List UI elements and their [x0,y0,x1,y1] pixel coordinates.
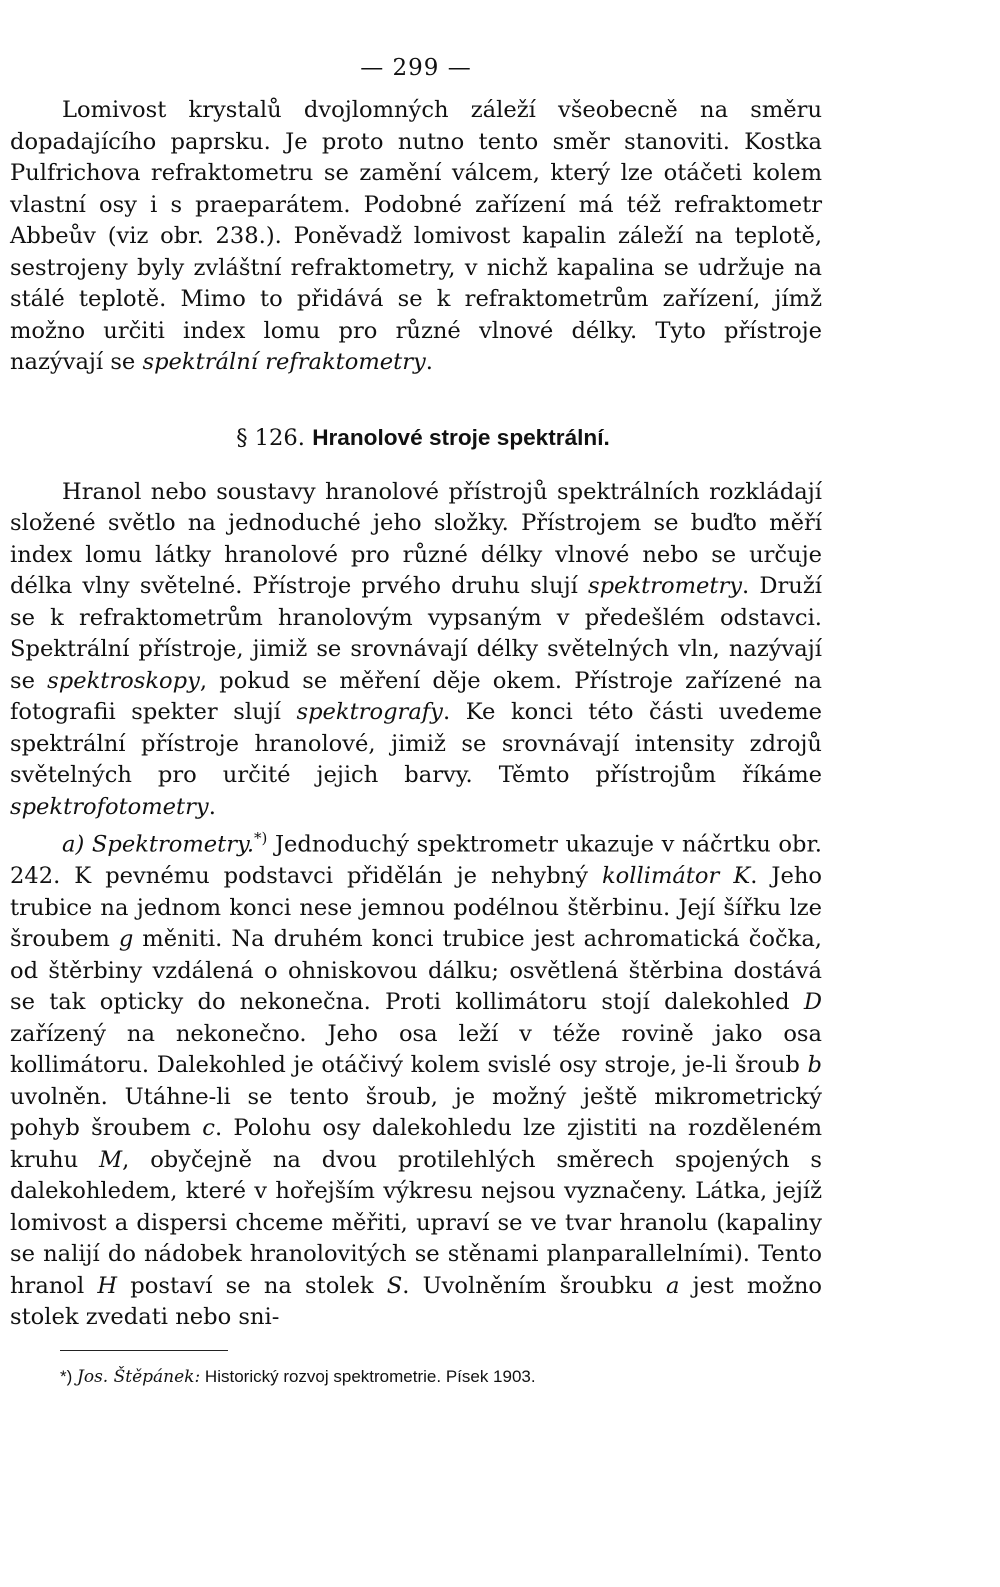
term-spektrografy: spektrografy [296,699,443,725]
symbol-h: H [97,1272,118,1299]
footnote [60,1367,822,1387]
term-spektroskopy: spektroskopy [47,667,200,694]
symbol-g: g [118,926,134,953]
footnote-divider [60,1350,228,1351]
symbol-m: M [99,1146,123,1173]
symbol-b: b [807,1052,822,1079]
footnote-text: Historický rozvoj spektrometrie. Písek 1903. [200,1366,536,1386]
symbol-d: D [803,989,822,1016]
subsection-label: a) Spektrometry. [62,831,254,858]
section-heading [10,425,822,451]
paragraph-hranolove-pristroje: Hranol nebo soustavy hranolové přístrojů spektrálních rozkládají složené světlo na jednoduché jeho složky. Přístrojem se buďto měří index lomu látky hranolové pro různé délky vlnové nebo se určuje délka vlny světelné. Přístroje prvého druhu slují spektrometry. Druží se k refraktometrům hranolovým vypsaným v předešlém odstavci. Spektrální přístroje, jimiž se srovnávají délky světelných vln, nazývají se spektroskopy, pokud se měření děje okem. Přístroje zařízené na fotografii spekter slují spektrografy. Ke konci této části uvedeme spektrální přístroje hranolové, jimiž se srovnávají intensity zdrojů světelných pro určité jejich barvy. Těmto přístrojům říkáme spektrofotometry. [10,478,822,820]
footnote-author: Jos. Štěpánek: [77,1366,201,1387]
paragraph-refraktometry: Lomivost krystalů dvojlomných záleží všeobecně na směru dopadajícího paprsku. Je proto nutno tento směr stanoviti. Kostka Pulfrichova refraktometru se zamění válcem, který lze otáčeti kolem vlastní osy i s praeparátem. Podobné zařízení má též refraktometr Abbeův (viz obr. 238.). Poněvadž lomivost kapalin záleží na teplotě, sestrojeny byly zvláštní refraktometry, v nichž kapalina se udržuje na stálé teplotě. Mimo to přidává se k refraktometrům zařízení, jímž možno určiti index lomu pro různé vlnové délky. Tyto přístroje nazývají se spektrální refraktometry. [10,97,822,375]
footnote-mark: *) [60,1366,73,1386]
term-spektralni-refraktometry: spektrální refraktometry [142,349,426,375]
section-title: Hranolové stroje spektrální. [312,424,610,450]
symbol-s: S [386,1272,403,1299]
term-spektrofotometry: spektrofotometry [10,793,209,820]
paragraph-spektrometry: a) Spektrometry.*) Jednoduchý spektrometr ukazuje v náčrtku obr. 242. K pevnému podstavci přidělán je nehybný kollimátor K. Jeho trubice na jednom konci nese jemnou podélnou štěrbinu. Její šířku lze šroubem g měniti. Na druhém konci trubice jest achromatická čočka, od štěrbiny vzdálená o ohniskovou dálku; osvětlená štěrbina dostává se tak opticky do nekonečna. Proti kollimátoru stojí dalekohled D zařízený na nekonečno. Jeho osa leží v téže rovině jako osa kollimátoru. Dalekohled je otáčivý kolem svislé osy stroje, je-li šroub b uvolněn. Utáhne-li se tento šroub, je možný ještě mikrometrický pohyb šroubem c. Polohu osy dalekohledu lze zjistiti na rozděleném kruhu M, obyčejně na dvou protilehlých směrech spojených s dalekohledem, které v hořejším výkresu nejsou vyznačeny. Látka, jejíž lomivost a dispersi chceme měřiti, upraví se ve tvar hranolu (kapaliny se nalijí do nádobek hranolovitých se stěnami planparallelními). Tento hranol H postaví se na stolek S. Uvolněním šroubku a jest možno stolek zvedati nebo sni- [10,829,823,1331]
term-spektrometry: spektrometry [587,573,743,599]
symbol-a: a [666,1272,680,1299]
document-page [10,55,822,1387]
symbol-c: c [202,1115,215,1142]
term-kollimator: kollimátor K [601,863,751,890]
section-number: § 126. [236,424,305,451]
page-number: — 299 — [360,55,472,81]
footnote-reference: *) [254,829,268,847]
